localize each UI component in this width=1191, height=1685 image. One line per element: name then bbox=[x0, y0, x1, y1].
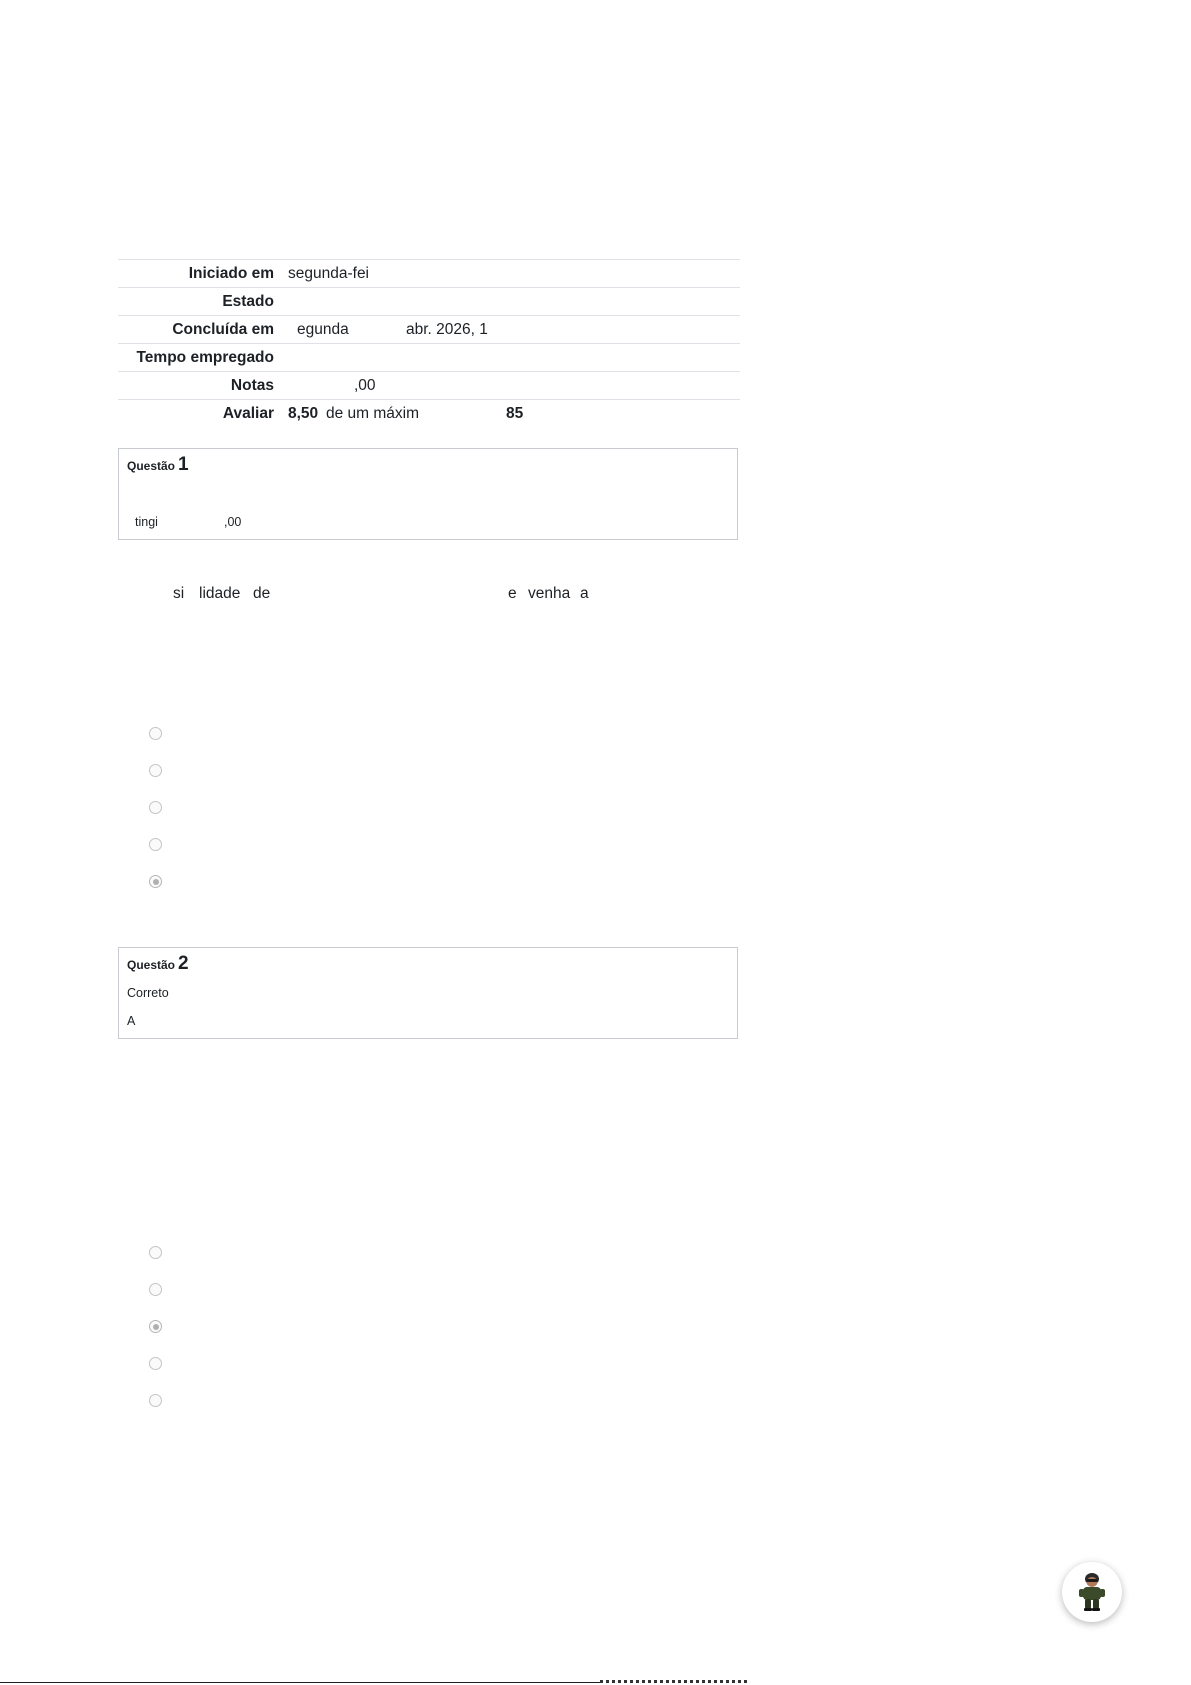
summary-row-completed bbox=[118, 315, 740, 343]
question-2-status: Correto bbox=[127, 986, 169, 1000]
summary-label: Estado bbox=[222, 293, 274, 310]
question-1-text-fragment: venha bbox=[528, 585, 571, 602]
summary-row-grade bbox=[118, 399, 740, 427]
question-1-status: tingi bbox=[135, 515, 158, 529]
page-bottom-divider bbox=[0, 1682, 600, 1683]
summary-label: Tempo empregado bbox=[136, 349, 274, 366]
question-2-title bbox=[127, 953, 189, 975]
grade-value: 8,50 bbox=[288, 405, 319, 422]
question-number: 2 bbox=[178, 953, 189, 974]
summary-label: Concluída em bbox=[172, 321, 274, 338]
page-bottom-artifact bbox=[600, 1680, 750, 1683]
question-2-option-radio[interactable] bbox=[149, 1283, 162, 1296]
max-grade-value: 85 bbox=[506, 405, 524, 422]
summary-row-state bbox=[118, 287, 740, 315]
question-1-option-radio[interactable] bbox=[149, 727, 162, 740]
question-1-mark: ,00 bbox=[224, 515, 242, 529]
question-1-option-radio[interactable] bbox=[149, 801, 162, 814]
assistant-chat-button[interactable] bbox=[1062, 1562, 1122, 1622]
question-label: Questão bbox=[127, 459, 176, 473]
question-2-mark: A bbox=[127, 1014, 136, 1028]
question-2-option-radio-selected[interactable] bbox=[149, 1320, 162, 1333]
question-1-option-radio-selected[interactable] bbox=[149, 875, 162, 888]
summary-value: ,00 bbox=[354, 377, 376, 394]
summary-value: segunda-fei bbox=[288, 265, 370, 282]
question-1-text-fragment: e bbox=[508, 585, 517, 602]
summary-value: abr. 2026, 1 bbox=[406, 321, 488, 338]
question-number: 1 bbox=[178, 454, 189, 475]
summary-row-started bbox=[118, 259, 740, 287]
attempt-summary-table bbox=[118, 259, 740, 427]
question-1-option-radio[interactable] bbox=[149, 764, 162, 777]
summary-row-time-taken bbox=[118, 343, 740, 371]
question-1-text-fragment: a bbox=[580, 585, 589, 602]
question-1-text-fragment: de bbox=[253, 585, 271, 602]
summary-label: Notas bbox=[230, 377, 274, 394]
summary-value: egunda bbox=[297, 321, 349, 338]
question-1-title bbox=[127, 454, 189, 476]
question-2-option-radio[interactable] bbox=[149, 1394, 162, 1407]
question-label: Questão bbox=[127, 958, 176, 972]
question-2-option-radio[interactable] bbox=[149, 1246, 162, 1259]
summary-value: de um máxim bbox=[326, 405, 420, 422]
question-1-text-fragment: si bbox=[173, 585, 185, 602]
question-2-option-radio[interactable] bbox=[149, 1357, 162, 1370]
summary-label: Iniciado em bbox=[188, 265, 274, 282]
question-1-option-radio[interactable] bbox=[149, 838, 162, 851]
avatar-icon bbox=[1076, 1572, 1108, 1612]
summary-row-marks bbox=[118, 371, 740, 399]
question-1-info bbox=[118, 448, 738, 540]
question-1-text-fragment: lidade bbox=[199, 585, 241, 602]
summary-label: Avaliar bbox=[222, 405, 274, 422]
question-2-info bbox=[118, 947, 738, 1039]
